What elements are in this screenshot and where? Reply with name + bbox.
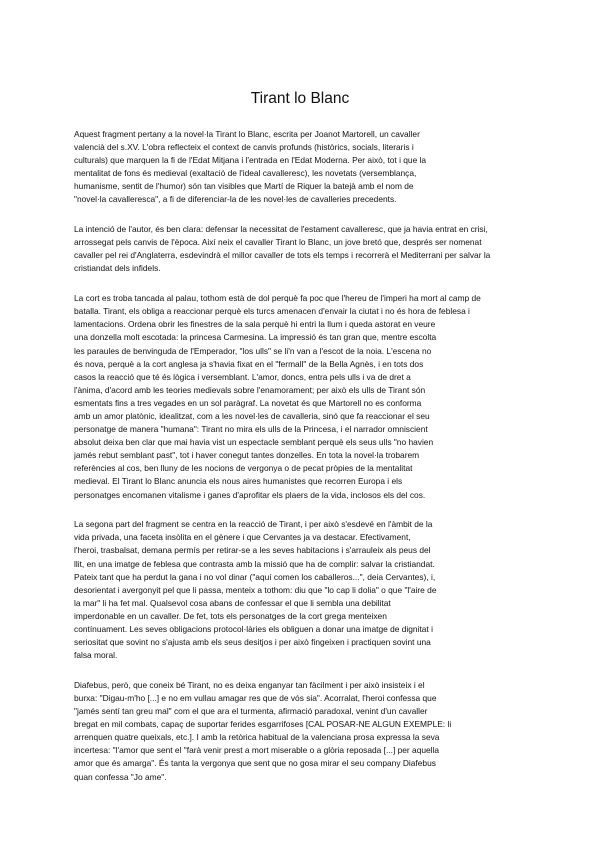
text-line: arrossegat pels canvis de l'època. Així neix el cavaller Tirant lo Blanc, un jove bretó que, després ser nomenat (74, 237, 482, 248)
text-line: esmentats fins a tres vegades en un sol paràgraf. La novetat és que Martorell no es conforma (74, 397, 422, 408)
text-line: seriositat que sovint no s'ajusta amb els seus desitjos i per això fingeixen i practiquen sovint una (74, 637, 431, 648)
text-line: desorientat i avergonyit pel que li passa, menteix a tothom: diu que "lo cap li dolia" o que "l'aire de (74, 584, 437, 595)
text-line: Pateix tant que ha perdut la gana i no vol dinar ("aquí comen los caballeros...", deia Cervantes), i, (74, 571, 436, 582)
text-line: "novel·la cavalleresca", a fi de diferenciar-la de les novel·les de cavalleries precedents. (74, 194, 397, 205)
paragraph-diafebus (74, 679, 528, 784)
text-line: amb un amor platònic, idealitzat, com a les novel·les de cavalleria, sinó que fa reaccionar el seu (74, 410, 430, 421)
text-line: burxa: "Digau-m'ho [...] e no em vullau amagar res que de vós sia". Acorralat, l'heroi confessa que (74, 692, 437, 703)
text-line: humanisme, sentit de l'humor) són tan visibles que Martí de Riquer la batejà amb el nom de (74, 181, 414, 192)
text-line: bregat en mil combats, capaç de suportar ferides esgarrifoses [CAL POSAR-NE ALGUN EXEMPLE: li (74, 719, 452, 730)
text-line: mentalitat de fons és medieval (exaltació de l'ideal cavalleresc), les novetats (versemblança, (74, 168, 417, 179)
text-line: arrenquen quatre queixals, etc.]. I amb la retòrica habitual de la valenciana prosa expressa la seva (74, 732, 440, 743)
text-line: personatges encomanen vitalisme i ganes d'aprofitar els plaers de la vida, inclosos els del cos. (74, 489, 426, 500)
text-line: vida privada, una faceta insòlita en el gènere i que Cervantes ja va destacar. Efectivament, (74, 532, 411, 543)
text-line: La cort es troba tancada al palau, tothom està de dol perquè fa poc que l'hereu de l'imperi ha mort al camp de (74, 293, 481, 304)
paragraph-court-scene (74, 292, 528, 502)
text-line: jamés rebut semblant past", tot i haver conegut tantes donzelles. En tota la novel·la trobarem (74, 450, 420, 461)
text-line: La segona part del fragment se centra en la reacció de Tirant, i per això s'esdevé en l'àmbit de la (74, 519, 433, 530)
text-line: l'ànima, d'acord amb les teories medievals sobre l'enamorament; per això els ulls de Tirant són (74, 384, 426, 395)
text-line: casos la reacció que té és lògica i versemblant. L'amor, doncs, entra pels ulls i va de dret a (74, 371, 411, 382)
text-line: cavaller pel rei d'Anglaterra, esdevindrà el millor cavaller de tots els temps i recorrerà el Mediterrani per salvar la (74, 250, 491, 261)
text-line: "jamés sentí tan greu mal" com el que ara el turmenta, afirmació paradoxal, venint d'un cavaller (74, 706, 428, 717)
paragraph-author-intention (74, 223, 528, 275)
text-line: personatge de manera "humana": Tirant no mira els ulls de la Princesa, i el narrador omniscient (74, 424, 428, 435)
text-line: llit, en una imatge de feblesa que contrasta amb la missió que ha de complir: salvar la cristiandat. (74, 558, 435, 569)
document-title: Tirant lo Blanc (250, 90, 350, 107)
text-line: contínuament. Les seves obligacions protocol·làries els obliguen a donar una imatge de dignitat i (74, 623, 433, 634)
text-line: culturals) que marquen la fi de l'Edat Mitjana i l'entrada en l'Edat Moderna. Per això, tot i que la (74, 155, 427, 166)
text-line: les paraules de benvinguda de l'Emperador, "los ulls" se li'n van a l'escot de la noia. L'escena no (74, 345, 432, 356)
text-line: lamentacions. Ordena obrir les finestres de la sala perquè hi entri la llum i queda astorat en veure (74, 319, 436, 330)
text-line: medieval. El Tirant lo Blanc anuncia els nous aires humanistes que recorren Europa i els (74, 476, 403, 487)
text-line: és nova, perquè a la cort anglesa ja s'havia fixat en el "fermall" de la Bella Agnès, i en tots dos (74, 358, 424, 369)
text-line: quan confessa "Jo ame". (74, 771, 167, 782)
text-line: referències al cos, ben lluny de les nocions de vergonya o de pecat pròpies de la mentalitat (74, 463, 413, 474)
text-line: La intenció de l'autor, és ben clara: defensar la necessitat de l'estament cavalleresc, que ja havia entrat en crisi, (74, 224, 488, 235)
text-line: cristiandat dels infidels. (74, 263, 161, 274)
paragraph-tirant-reaction (74, 518, 528, 662)
text-line: la mar" li ha fet mal. Qualsevol cosa abans de confessar el que li sembla una debilitat (74, 597, 391, 608)
text-line: batalla. Tirant, els obliga a reaccionar perquè els turcs amenacen d'envair la ciutat i no és hora de feblesa i (74, 306, 470, 317)
text-line: falsa moral. (74, 650, 118, 661)
text-line: Diafebus, però, que coneix bé Tirant, no es deixa enganyar tan fàcilment i per això insisteix i el (74, 679, 425, 690)
paragraph-introduction (74, 128, 528, 207)
text-line: Aquest fragment pertany a la novel·la Tirant lo Blanc, escrita per Joanot Martorell, un cavaller (74, 129, 420, 139)
text-line: una donzella molt escotada: la princesa Carmesina. La impressió és tan gran que, mentre escolta (74, 332, 437, 343)
text-line: incertesa: "l'amor que sent el "farà venir prest a mort miserable o a glòria reposada [...] per aquella (74, 745, 440, 756)
text-line: imperdonable en un cavaller. De fet, tots els personatges de la cort grega menteixen (74, 610, 387, 621)
text-line: valencià del s.XV. L'obra reflecteix el context de canvis profunds (històrics, socials, literaris i (74, 142, 414, 153)
text-line: absolut deixa ben clar que mai havia vist un espectacle semblant perquè els seus ulls "no havien (74, 437, 434, 448)
document-body (74, 128, 528, 800)
text-line: amor que és amarga". És tanta la vergonya que sent que no gosa mirar el seu company Diafebus (74, 758, 436, 769)
text-line: l'heroi, trasbalsat, demana permís per retirar-se a les seves habitacions i s'arrauleix als peus del (74, 545, 431, 556)
